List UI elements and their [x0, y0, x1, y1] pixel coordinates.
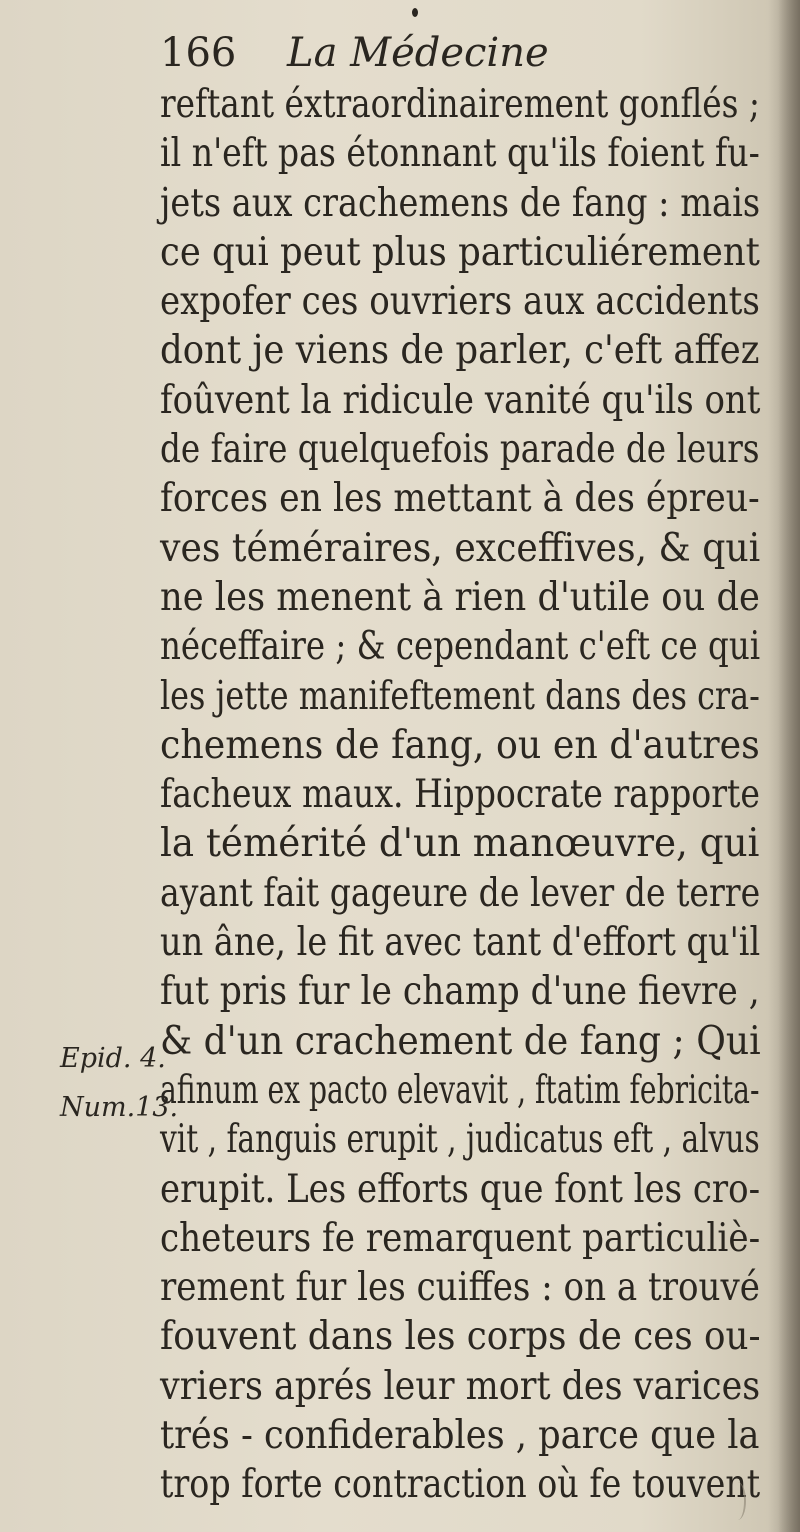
text-line: un âne, le fit avec tant d'effort qu'il	[160, 919, 761, 966]
text-line: la témérité d'un manœuvre, qui	[160, 820, 760, 867]
text-line: de faire quelquefois parade de leurs	[160, 426, 760, 473]
text-line: ce qui peut plus particuliérement	[160, 228, 760, 275]
margin-note-line: Epid. 4.	[60, 1043, 166, 1074]
text-line: vriers aprés leur mort des varices	[160, 1362, 761, 1409]
text-line: jets aux crachemens de fang : mais	[160, 179, 761, 226]
body-text	[160, 80, 760, 1510]
text-line: trés - confiderables , parce que la	[160, 1412, 760, 1459]
margin-note	[60, 1034, 179, 1132]
text-line: vit , fanguis erupit , judicatus eft , alvus	[160, 1116, 760, 1163]
text-line: ayant fait gageure de lever de terre	[160, 869, 761, 916]
margin-note-line: Num.13.	[60, 1092, 179, 1123]
text-line: trop forte contraction où fe touvent	[160, 1461, 761, 1508]
text-line: & d'un crachement de fang ; Qui	[160, 1017, 761, 1064]
text-line: forces en les mettant à des épreu-	[160, 475, 760, 522]
running-title: La Médecine	[287, 30, 549, 76]
page-header	[160, 30, 680, 86]
text-line: ves téméraires, exceffives, & qui	[160, 524, 761, 571]
text-line: expofer ces ouvriers aux accidents	[160, 278, 760, 325]
page-binding-shadow	[778, 0, 800, 1532]
text-line: les jette manifeftement dans des cra-	[160, 672, 760, 719]
text-line: il n'eft pas étonnant qu'ils foient fu-	[160, 130, 760, 177]
text-line: néceffaire ; & cependant c'eft ce qui	[160, 623, 761, 670]
ink-bleed-mark	[730, 1482, 746, 1520]
text-line: cheteurs fe remarquent particuliè-	[160, 1214, 761, 1261]
text-line: rement fur les cuiffes : on a trouvé	[160, 1264, 760, 1311]
text-line: chemens de fang, ou en d'autres	[160, 721, 760, 768]
text-line: erupit. Les efforts que font les cro-	[160, 1165, 761, 1212]
text-line: foûvent la ridicule vanité qu'ils ont	[160, 376, 761, 423]
text-line: dont je viens de parler, c'eft affez	[160, 327, 760, 374]
text-line: afinum ex pacto elevavit , ftatim febricita-	[160, 1066, 760, 1113]
text-line: ne les menent à rien d'utile ou de	[160, 573, 760, 620]
ink-speck	[412, 8, 418, 17]
text-line: reftant éxtraordinairement gonflés ;	[160, 81, 760, 127]
text-line: fouvent dans les corps de ces ou-	[160, 1313, 761, 1360]
text-line: fut pris fur le champ d'une fievre ,	[160, 968, 760, 1015]
text-line: facheux maux. Hippocrate rapporte	[160, 771, 760, 818]
page-number: 166	[160, 30, 237, 76]
